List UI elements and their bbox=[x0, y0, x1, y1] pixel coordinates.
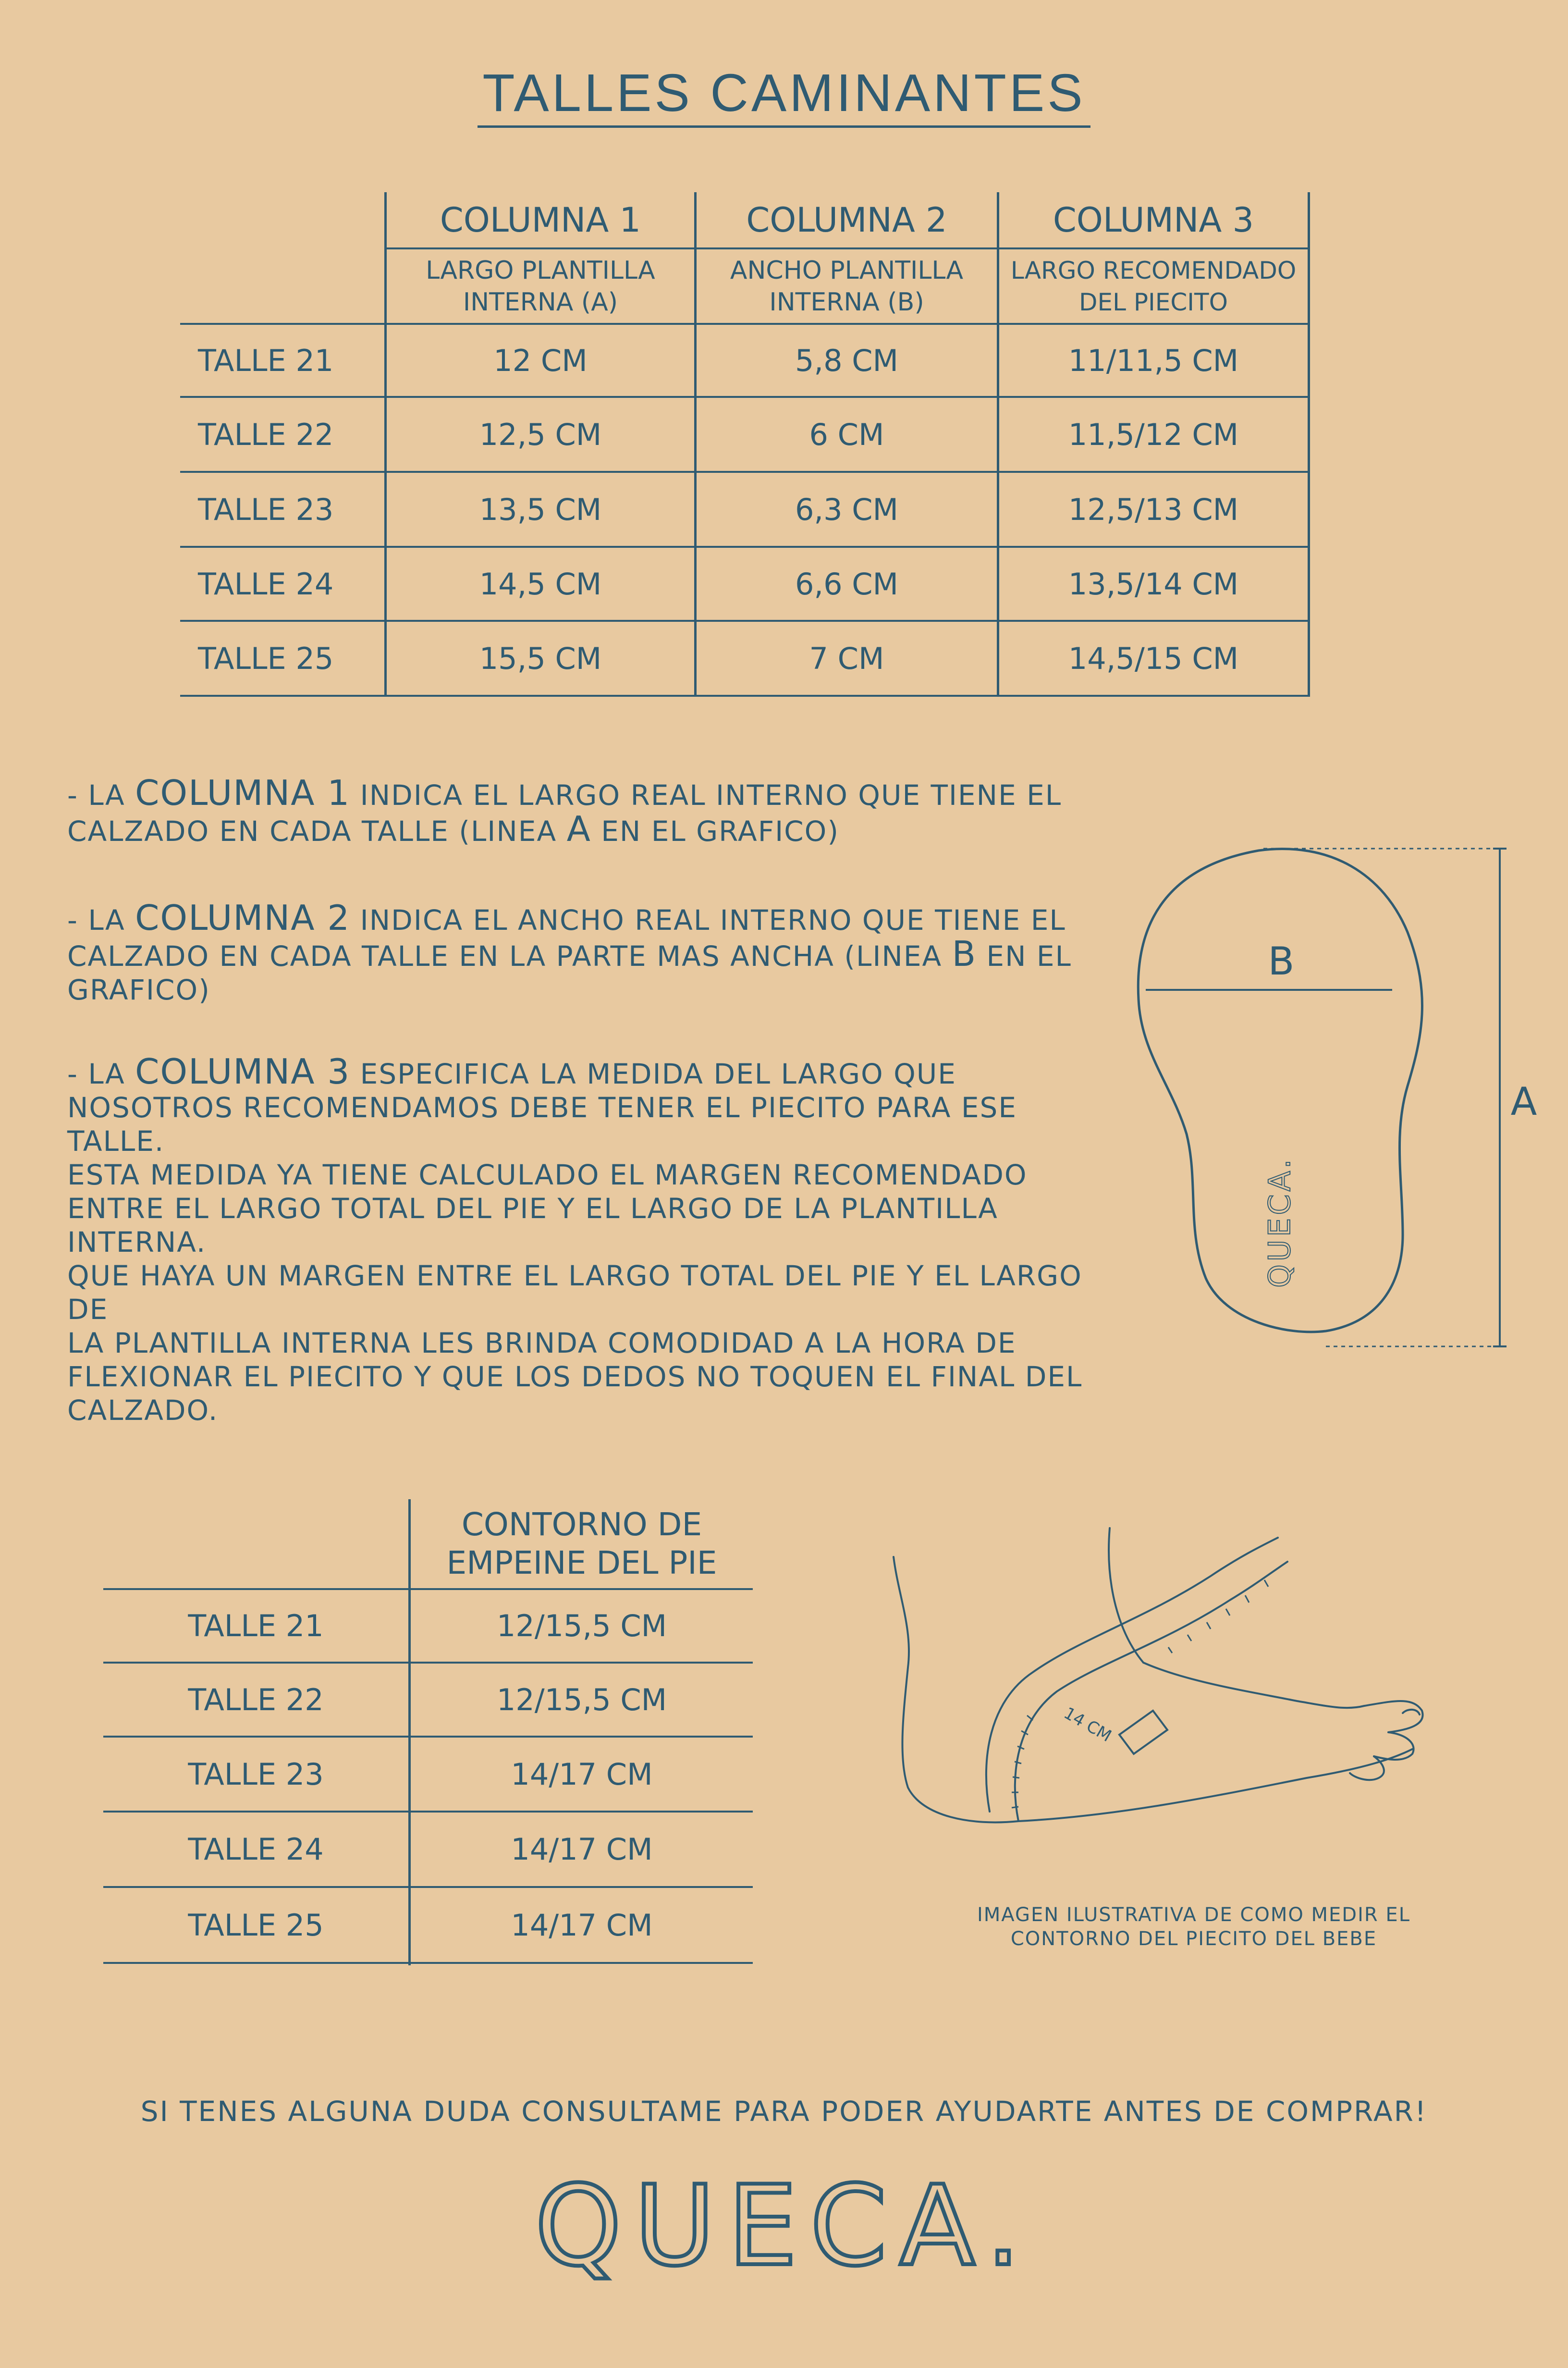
row-label: TALLE 23 bbox=[198, 492, 334, 527]
footer-brand: QUECA. bbox=[535, 2162, 1033, 2291]
table-cell: 14/17 CM bbox=[511, 1907, 653, 1943]
tape-label: 14 CM bbox=[1060, 1703, 1115, 1746]
table-cell: 13,5/14 CM bbox=[1068, 566, 1239, 602]
table-cell: 14,5/15 CM bbox=[1068, 641, 1239, 676]
leg-icon bbox=[894, 1557, 1018, 1822]
table-cell: 11/11,5 CM bbox=[1068, 343, 1239, 378]
row-label: TALLE 25 bbox=[198, 641, 334, 676]
table-cell: 6 CM bbox=[809, 417, 884, 452]
table-cell: 14/17 CM bbox=[511, 1756, 653, 1792]
row-label: TALLE 24 bbox=[198, 566, 334, 602]
table-cell: 6,6 CM bbox=[795, 566, 899, 602]
page-title: TALLES CAMINANTES bbox=[0, 62, 1568, 123]
foot-diagram-caption: IMAGEN ILUSTRATIVA DE COMO MEDIR EL CONTORNO DEL PIECITO DEL BEBE bbox=[977, 1904, 1410, 1950]
column-1-header: COLUMNA 1 bbox=[440, 200, 641, 240]
label-b: B bbox=[1268, 939, 1295, 984]
column-2-subheader: ANCHO PLANTILLA INTERNA (B) bbox=[730, 256, 964, 317]
table-cell: 6,3 CM bbox=[795, 492, 899, 527]
table-cell: 15,5 CM bbox=[479, 641, 602, 676]
footer-message: SI TENES ALGUNA DUDA CONSULTAME PARA PODER AYUDARTE ANTES DE COMPRAR! bbox=[140, 2095, 1428, 2128]
row-label: TALLE 21 bbox=[188, 1608, 324, 1643]
table-cell: 12,5 CM bbox=[479, 417, 602, 452]
note-column-2: - LA COLUMNA 2 INDICA EL ANCHO REAL INTERNO QUE TIENE EL CALZADO EN CADA TALLE EN LA PARTE MAS ANCHA (LINEA B EN EL GRAFICO) bbox=[67, 898, 1072, 1006]
column-2-header: COLUMNA 2 bbox=[746, 200, 947, 240]
table-cell: 14/17 CM bbox=[511, 1832, 653, 1867]
table-cell: 12/15,5 CM bbox=[496, 1682, 667, 1717]
toe-icon bbox=[1364, 1701, 1423, 1732]
table-cell: 13,5 CM bbox=[479, 492, 602, 527]
instep-header: CONTORNO DE EMPEINE DEL PIE bbox=[446, 1505, 717, 1581]
table-cell: 12 CM bbox=[493, 343, 588, 378]
sole-brand: QUECA. bbox=[1262, 1156, 1297, 1288]
foot-measure-diagram bbox=[874, 1509, 1537, 1893]
row-label: TALLE 23 bbox=[188, 1756, 324, 1792]
row-label: TALLE 21 bbox=[198, 343, 334, 378]
table-cell: 12,5/13 CM bbox=[1068, 492, 1239, 527]
row-label: TALLE 24 bbox=[188, 1832, 324, 1867]
row-label: TALLE 22 bbox=[198, 417, 334, 452]
table-cell: 5,8 CM bbox=[795, 343, 899, 378]
column-3-subheader: LARGO RECOMENDADO DEL PIECITO bbox=[1010, 256, 1297, 316]
label-a: A bbox=[1510, 1079, 1537, 1124]
tape-measure-icon bbox=[986, 1538, 1278, 1812]
note-column-1: - LA COLUMNA 1 INDICA EL LARGO REAL INTERNO QUE TIENE EL CALZADO EN CADA TALLE (LINEA A EN EL GRAFICO) bbox=[67, 773, 1062, 849]
sole-diagram bbox=[1105, 836, 1566, 1360]
table-cell: 11,5/12 CM bbox=[1068, 417, 1239, 452]
table-cell: 14,5 CM bbox=[479, 566, 602, 602]
row-label: TALLE 22 bbox=[188, 1682, 324, 1717]
note-margin: QUE HAYA UN MARGEN ENTRE EL LARGO TOTAL DEL PIE Y EL LARGO DE LA PLANTILLA INTERNA LES BRINDA COMODIDAD A LA HORA DE FLEXIONAR EL PIECITO Y QUE LOS DEDOS NO TOQUEN EL FINAL DEL CALZADO. bbox=[67, 1259, 1083, 1427]
table-cell: 12/15,5 CM bbox=[496, 1608, 667, 1643]
column-1-subheader: LARGO PLANTILLA INTERNA (A) bbox=[426, 256, 655, 317]
table-cell: 7 CM bbox=[809, 641, 884, 676]
row-label: TALLE 25 bbox=[188, 1907, 324, 1943]
note-column-3: - LA COLUMNA 3 ESPECIFICA LA MEDIDA DEL LARGO QUE NOSOTROS RECOMENDAMOS DEBE TENER EL PIECITO PARA ESE TALLE. ESTA MEDIDA YA TIENE CALCULADO EL MARGEN RECOMENDADO ENTRE EL LARGO TOTAL DEL PIE Y EL LARGO DE LA PLANTILLA INTERNA. bbox=[67, 1051, 1028, 1258]
column-3-header: COLUMNA 3 bbox=[1053, 200, 1254, 240]
